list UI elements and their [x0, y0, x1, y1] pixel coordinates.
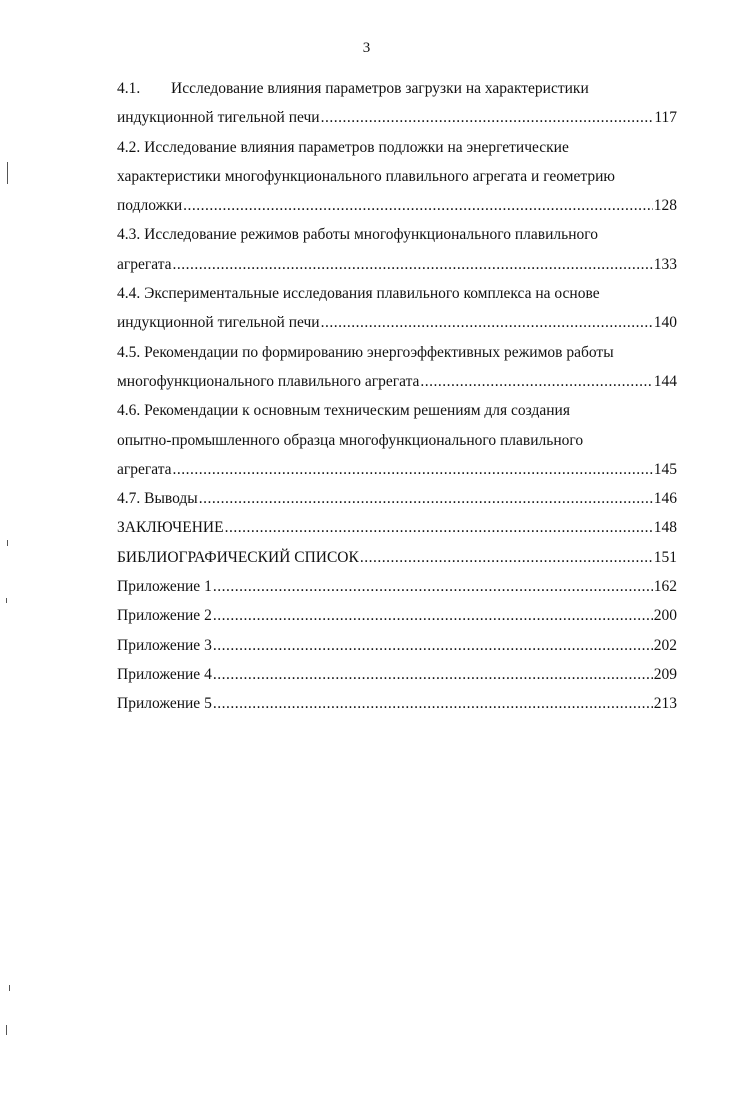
toc-entry-last-line [117, 191, 677, 220]
toc-entry[interactable] [117, 572, 677, 601]
toc-page-number: 133 [653, 255, 677, 273]
dot-leader [321, 308, 653, 337]
toc-entry-title: Приложение 2 [117, 607, 212, 625]
toc-entry-text-line [117, 338, 677, 367]
toc-entry-title: подложки [117, 197, 183, 215]
toc-entry-last-line [117, 631, 677, 660]
toc-entry-title: Приложение 5 [117, 695, 212, 713]
scan-artifact [7, 162, 8, 184]
toc-entry-last-line [117, 103, 677, 132]
dot-leader [213, 572, 653, 601]
toc-entry-title: Исследование влияния параметров загрузки на характеристики [171, 80, 589, 97]
toc-entry-title: 4.7. Выводы [117, 490, 198, 508]
dot-leader [173, 455, 653, 484]
toc-entry-last-line [117, 455, 677, 484]
toc-page-number: 202 [653, 636, 677, 654]
toc-entry[interactable] [117, 543, 677, 572]
toc-entry-last-line [117, 513, 677, 542]
toc-page-number: 117 [654, 109, 677, 127]
toc-entry-title: Приложение 3 [117, 636, 212, 654]
toc-page-number: 148 [653, 519, 677, 537]
toc-entry-text-line [117, 162, 677, 191]
toc-entry-last-line [117, 601, 677, 630]
toc-entry-last-line [117, 484, 677, 513]
dot-leader [213, 631, 653, 660]
toc-entry[interactable] [117, 513, 677, 542]
toc-entry-last-line [117, 367, 677, 396]
toc-entry-title: Приложение 4 [117, 665, 212, 683]
dot-leader [420, 367, 652, 396]
toc-entry-last-line [117, 572, 677, 601]
toc-entry-title: агрегата [117, 460, 172, 478]
toc-entry-title: 4.3. Исследование режимов работы многофункционального плавильного [117, 226, 598, 244]
toc-entry-title: характеристики многофункционального плавильного агрегата и геометрию [117, 167, 615, 185]
toc-entry[interactable] [117, 631, 677, 660]
toc-page-number: 200 [653, 607, 677, 625]
dot-leader [173, 250, 653, 279]
toc-page-number: 145 [653, 460, 677, 478]
toc-page-number: 128 [653, 197, 677, 215]
toc-entry-last-line [117, 250, 677, 279]
toc-entry[interactable] [117, 338, 677, 397]
toc-entry[interactable] [117, 74, 677, 133]
scan-artifact [6, 1025, 7, 1035]
toc-entry-last-line [117, 308, 677, 337]
toc-entry-last-line [117, 543, 677, 572]
toc-entry-title: 4.4. Экспериментальные исследования плавильного комплекса на основе [117, 285, 600, 303]
toc-page-number: 144 [653, 372, 677, 390]
dot-leader [199, 484, 653, 513]
dot-leader [183, 191, 653, 220]
toc-entry-text-line [117, 279, 677, 308]
toc-entry-text-line [117, 220, 677, 249]
toc-entry-number: 4.1. [117, 80, 141, 97]
toc-entry-text-line [117, 74, 677, 103]
toc-entry[interactable] [117, 660, 677, 689]
toc-entry-title: индукционной тигельной печи [117, 109, 320, 127]
toc-entry[interactable] [117, 396, 677, 484]
dot-leader [321, 103, 654, 132]
toc-page-number: 151 [653, 548, 677, 566]
toc-entry-last-line [117, 660, 677, 689]
toc-entry-text-line [117, 133, 677, 162]
toc-entry-text-line [117, 426, 677, 455]
toc-page-number: 162 [653, 578, 677, 596]
toc-entry-title: Приложение 1 [117, 578, 212, 596]
toc-entry[interactable] [117, 279, 677, 338]
toc-page-number: 209 [653, 665, 677, 683]
scan-artifact [9, 985, 10, 991]
toc-entry-title: ЗАКЛЮЧЕНИЕ [117, 519, 224, 537]
dot-leader [360, 543, 653, 572]
dot-leader [213, 601, 653, 630]
toc-entry-title: многофункционального плавильного агрегата [117, 372, 420, 390]
toc-entry[interactable] [117, 484, 677, 513]
toc-entry-text-line [117, 396, 677, 425]
toc-page-number: 146 [653, 490, 677, 508]
table-of-contents [117, 74, 677, 719]
toc-entry-title: агрегата [117, 255, 172, 273]
toc-page-number: 213 [653, 695, 677, 713]
toc-entry-title: БИБЛИОГРАФИЧЕСКИЙ СПИСОК [117, 548, 359, 566]
toc-entry[interactable] [117, 601, 677, 630]
scan-artifact [7, 540, 8, 546]
toc-entry[interactable] [117, 133, 677, 221]
toc-entry[interactable] [117, 689, 677, 718]
toc-entry-title: 4.5. Рекомендации по формированию энергоэффективных режимов работы [117, 343, 614, 361]
toc-entry[interactable] [117, 220, 677, 279]
toc-page-number: 140 [653, 314, 677, 332]
scan-artifact [6, 598, 7, 603]
dot-leader [213, 660, 653, 689]
toc-entry-last-line [117, 689, 677, 718]
toc-entry-title: 4.6. Рекомендации к основным техническим решениям для создания [117, 402, 570, 420]
toc-entry-title: 4.2. Исследование влияния параметров подложки на энергетические [117, 138, 569, 156]
toc-entry-title: индукционной тигельной печи [117, 314, 320, 332]
toc-entry-title: опытно-промышленного образца многофункционального плавильного [117, 431, 584, 449]
dot-leader [213, 689, 653, 718]
page-number: 3 [362, 40, 371, 56]
dot-leader [225, 513, 653, 542]
